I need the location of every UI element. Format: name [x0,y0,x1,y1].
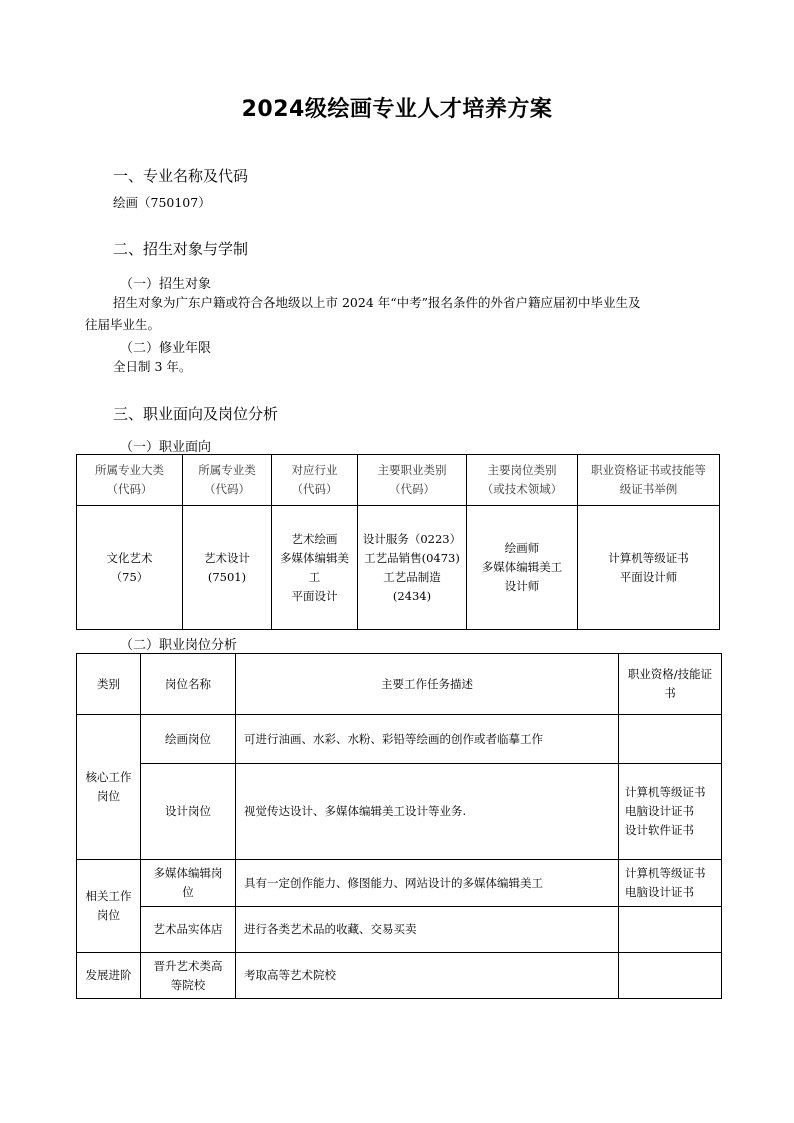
position-cell: 绘画岗位 [141,715,236,764]
header-cell: 类别 [77,654,141,715]
position-cell: 晋升艺术类高 等院校 [141,953,236,999]
cert-cell [619,907,722,953]
subheading-career-orientation: （一）职业面向 [120,440,212,455]
header-cell: 所属专业大类 （代码） [77,455,183,506]
position-cell: 多媒体编辑岗 位 [141,860,236,907]
subheading-enrollment-target: （一）招生对象 [120,277,212,292]
table-header-row [77,654,722,715]
table-row [77,764,722,860]
task-cell: 视觉传达设计、多媒体编辑美工设计等业务. [236,764,619,860]
table-cell: 计算机等级证书 平面设计师 [578,506,720,630]
category-core: 核心工作 岗位 [77,715,141,860]
study-length-text: 全日制 3 年。 [113,359,192,374]
task-cell: 可进行油画、水彩、水粉、彩铅等绘画的创作或者临摹工作 [236,715,619,764]
category-advance: 发展进阶 [77,953,141,999]
cert-cell: 计算机等级证书 电脑设计证书 [619,860,722,907]
table-row [77,506,720,630]
cert-cell [619,715,722,764]
document-title: 2024级绘画专业人才培养方案 [241,97,553,122]
table-row [77,860,722,907]
subheading-position-analysis: （二）职业岗位分析 [120,638,238,653]
career-orientation-table [76,454,720,630]
enrollment-target-text [85,292,713,336]
table-header-row [77,455,720,506]
category-related: 相关工作 岗位 [77,860,141,953]
header-cell: 主要职业类别 （代码） [358,455,467,506]
header-cell: 主要工作任务描述 [236,654,619,715]
section-heading-enrollment: 二、招生对象与学制 [113,240,249,258]
task-cell: 进行各类艺术品的收藏、交易买卖 [236,907,619,953]
enrollment-target-line-2: 往届毕业生。 [85,317,161,332]
table-cell: 艺术绘画 多媒体编辑美 工 平面设计 [272,506,358,630]
header-cell: 所属专业类 （代码） [183,455,272,506]
section-heading-major-name: 一、专业名称及代码 [113,167,249,185]
table-cell: 绘画师 多媒体编辑美工 设计师 [467,506,578,630]
task-cell: 考取高等艺术院校 [236,953,619,999]
header-cell: 职业资格/技能证 书 [619,654,722,715]
table-row [77,907,722,953]
major-name-code: 绘画（750107） [113,195,211,210]
position-cell: 设计岗位 [141,764,236,860]
header-cell: 对应行业 （代码） [272,455,358,506]
table-cell: 文化艺术 （75） [77,506,183,630]
table-cell: 艺术设计 (7501) [183,506,272,630]
header-cell: 主要岗位类别 （或技术领域） [467,455,578,506]
cert-cell: 计算机等级证书 电脑设计证书 设计软件证书 [619,764,722,860]
enrollment-target-line-1: 招生对象为广东户籍或符合各地级以上市 2024 年“中考”报名条件的外省户籍应届初中毕业生及 [113,295,641,310]
header-cell: 岗位名称 [141,654,236,715]
cert-cell [619,953,722,999]
table-row [77,715,722,764]
task-cell: 具有一定创作能力、修图能力、网站设计的多媒体编辑美工 [236,860,619,907]
table-row [77,953,722,999]
position-analysis-table [76,653,722,999]
position-cell: 艺术品实体店 [141,907,236,953]
table-cell: 设计服务（0223） 工艺品销售(0473) 工艺品制造 (2434) [358,506,467,630]
section-heading-career: 三、职业面向及岗位分析 [113,405,279,423]
header-cell: 职业资格证书或技能等 级证书举例 [578,455,720,506]
subheading-study-length: （二）修业年限 [120,341,212,356]
